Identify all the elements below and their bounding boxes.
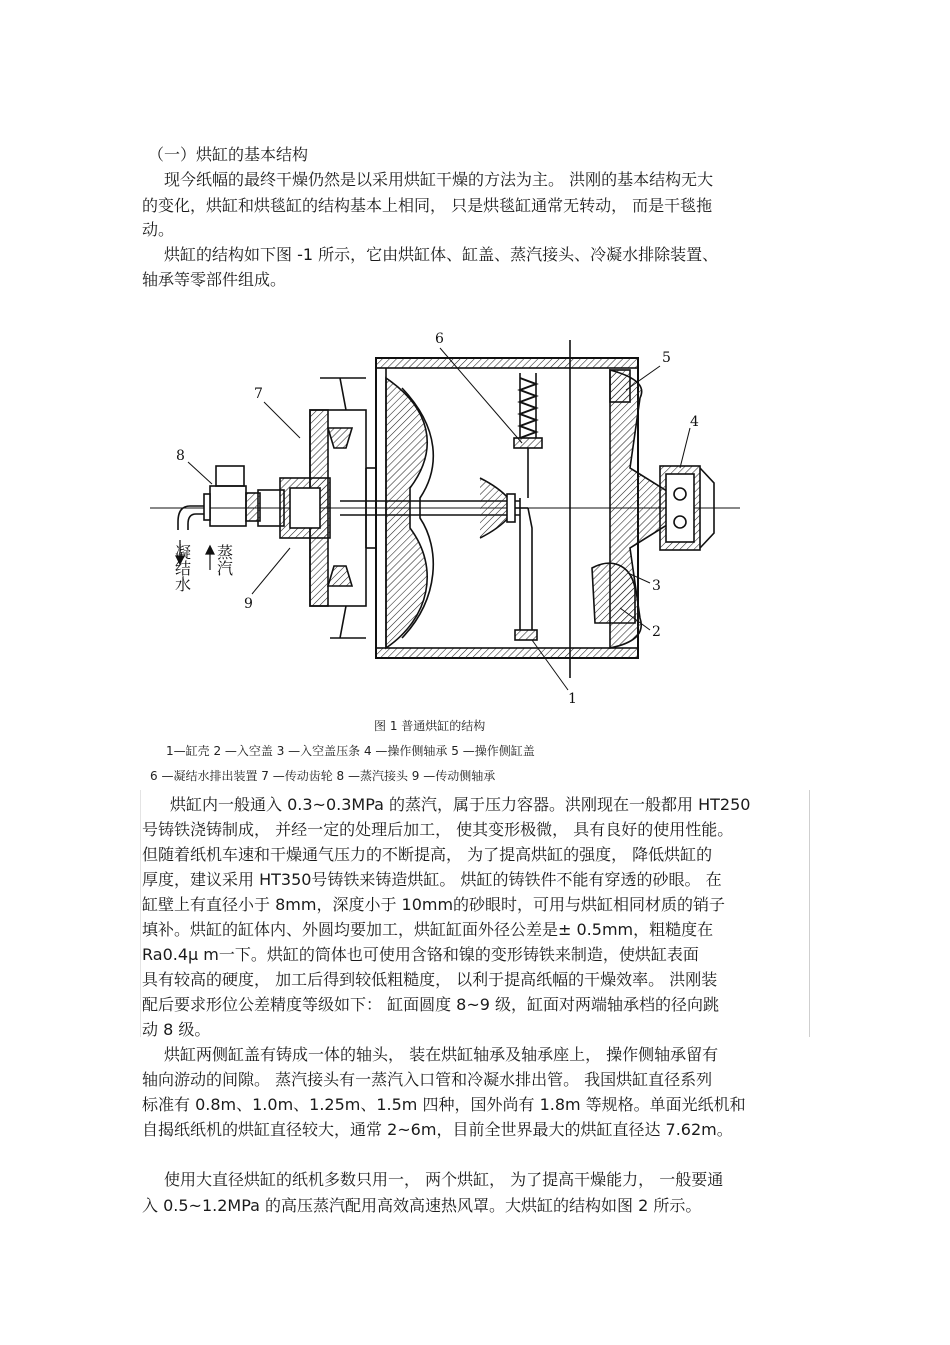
figure-label-2: 2 (652, 624, 661, 640)
figure-label-9: 9 (244, 596, 253, 612)
figure-label-1: 1 (568, 691, 577, 707)
figure-legend-line: 6 —凝结水排出装置 7 —传动齿轮 8 —蒸汽接头 9 —传动侧轴承 (150, 769, 496, 783)
section-heading: （一）烘缸的基本结构 (148, 145, 309, 164)
body-line: 动 8 级。 (142, 1020, 211, 1039)
intro-line: 烘缸的结构如下图 -1 所示，它由烘缸体、缸盖、蒸汽接头、冷凝水排除装置、 (164, 245, 719, 264)
figure-legend-line: 1—缸壳 2 —入空盖 3 —入空盖压条 4 —操作侧轴承 5 —操作侧缸盖 (166, 744, 535, 758)
figure-caption: 图 1 普通烘缸的结构 (374, 719, 486, 733)
intro-line: 现今纸幅的最终干燥仍然是以采用烘缸干燥的方法为主。 洪刚的基本结构无大 (164, 170, 714, 189)
body-line: Ra0.4μ m一下。烘缸的筒体也可使用含铬和镍的变形铸铁来制造，使烘缸表面 (142, 945, 699, 964)
steam-label: 蒸汽 (214, 544, 234, 576)
body-line: 轴向游动的间隙。 蒸汽接头有一蒸汽入口管和冷凝水排出管。 我国烘缸直径系列 (142, 1070, 713, 1089)
body-line: 填补。烘缸的缸体内、外圆均要加工，烘缸缸面外径公差是± 0.5mm，粗糙度在 (142, 920, 714, 939)
body-line: 厚度，建议采用 HT350号铸铁来铸造烘缸。 烘缸的铸铁件不能有穿透的砂眼。 在 (142, 870, 722, 889)
body-line: 烘缸两侧缸盖有铸成一体的轴头， 装在烘缸轴承及轴承座上， 操作侧轴承留有 (164, 1045, 719, 1064)
figure-label-7: 7 (254, 386, 263, 402)
figure-label-3: 3 (652, 578, 661, 594)
body-line: 但随着纸机车速和干燥通气压力的不断提高， 为了提高烘缸的强度， 降低烘缸的 (142, 845, 713, 864)
body-line: 入 0.5~1.2MPa 的高压蒸汽配用高效高速热风罩。大烘缸的结构如图 2 所示。 (142, 1196, 702, 1215)
body-line: 号铸铁浇铸制成， 并经一定的处理后加工， 使其变形极微， 具有良好的使用性能。 (142, 820, 734, 839)
figure-label-6: 6 (435, 331, 444, 347)
intro-line: 的变化，烘缸和烘毯缸的结构基本上相同， 只是烘毯缸通常无转动， 而是干毯拖 (142, 196, 713, 215)
figure-label-5: 5 (662, 350, 671, 366)
intro-line: 动。 (142, 220, 175, 239)
intro-line: 轴承等零部件组成。 (142, 270, 287, 289)
body-line: 具有较高的硬度， 加工后得到较低粗糙度， 以利于提高纸幅的干燥效率。 洪刚装 (142, 970, 718, 989)
figure-label-8: 8 (176, 448, 185, 464)
body-line: 缸壁上有直径小于 8mm，深度小于 10mm的砂眼时，可用与烘缸相同材质的销子 (142, 895, 726, 914)
body-line: 使用大直径烘缸的纸机多数只用一， 两个烘缸， 为了提高干燥能力， 一般要通 (164, 1170, 724, 1189)
body-line: 标准有 0.8m、1.0m、1.25m、1.5m 四种，国外尚有 1.8m 等规格。单面光纸机和 (142, 1095, 746, 1114)
condensate-label: 凝结水 (172, 544, 192, 592)
dryer-cylinder-figure (140, 318, 800, 710)
body-line: 烘缸内一般通入 0.3~0.3MPa 的蒸汽，属于压力容器。洪刚现在一般都用 HT250 (170, 795, 751, 814)
dryer-cylinder-drawing (140, 318, 800, 710)
body-line: 配后要求形位公差精度等级如下： 缸面圆度 8~9 级，缸面对两端轴承档的径向跳 (142, 995, 720, 1014)
figure-label-4: 4 (690, 414, 699, 430)
body-line: 自揭纸纸机的烘缸直径较大，通常 2~6m，目前全世界最大的烘缸直径达 7.62m。 (142, 1120, 733, 1139)
